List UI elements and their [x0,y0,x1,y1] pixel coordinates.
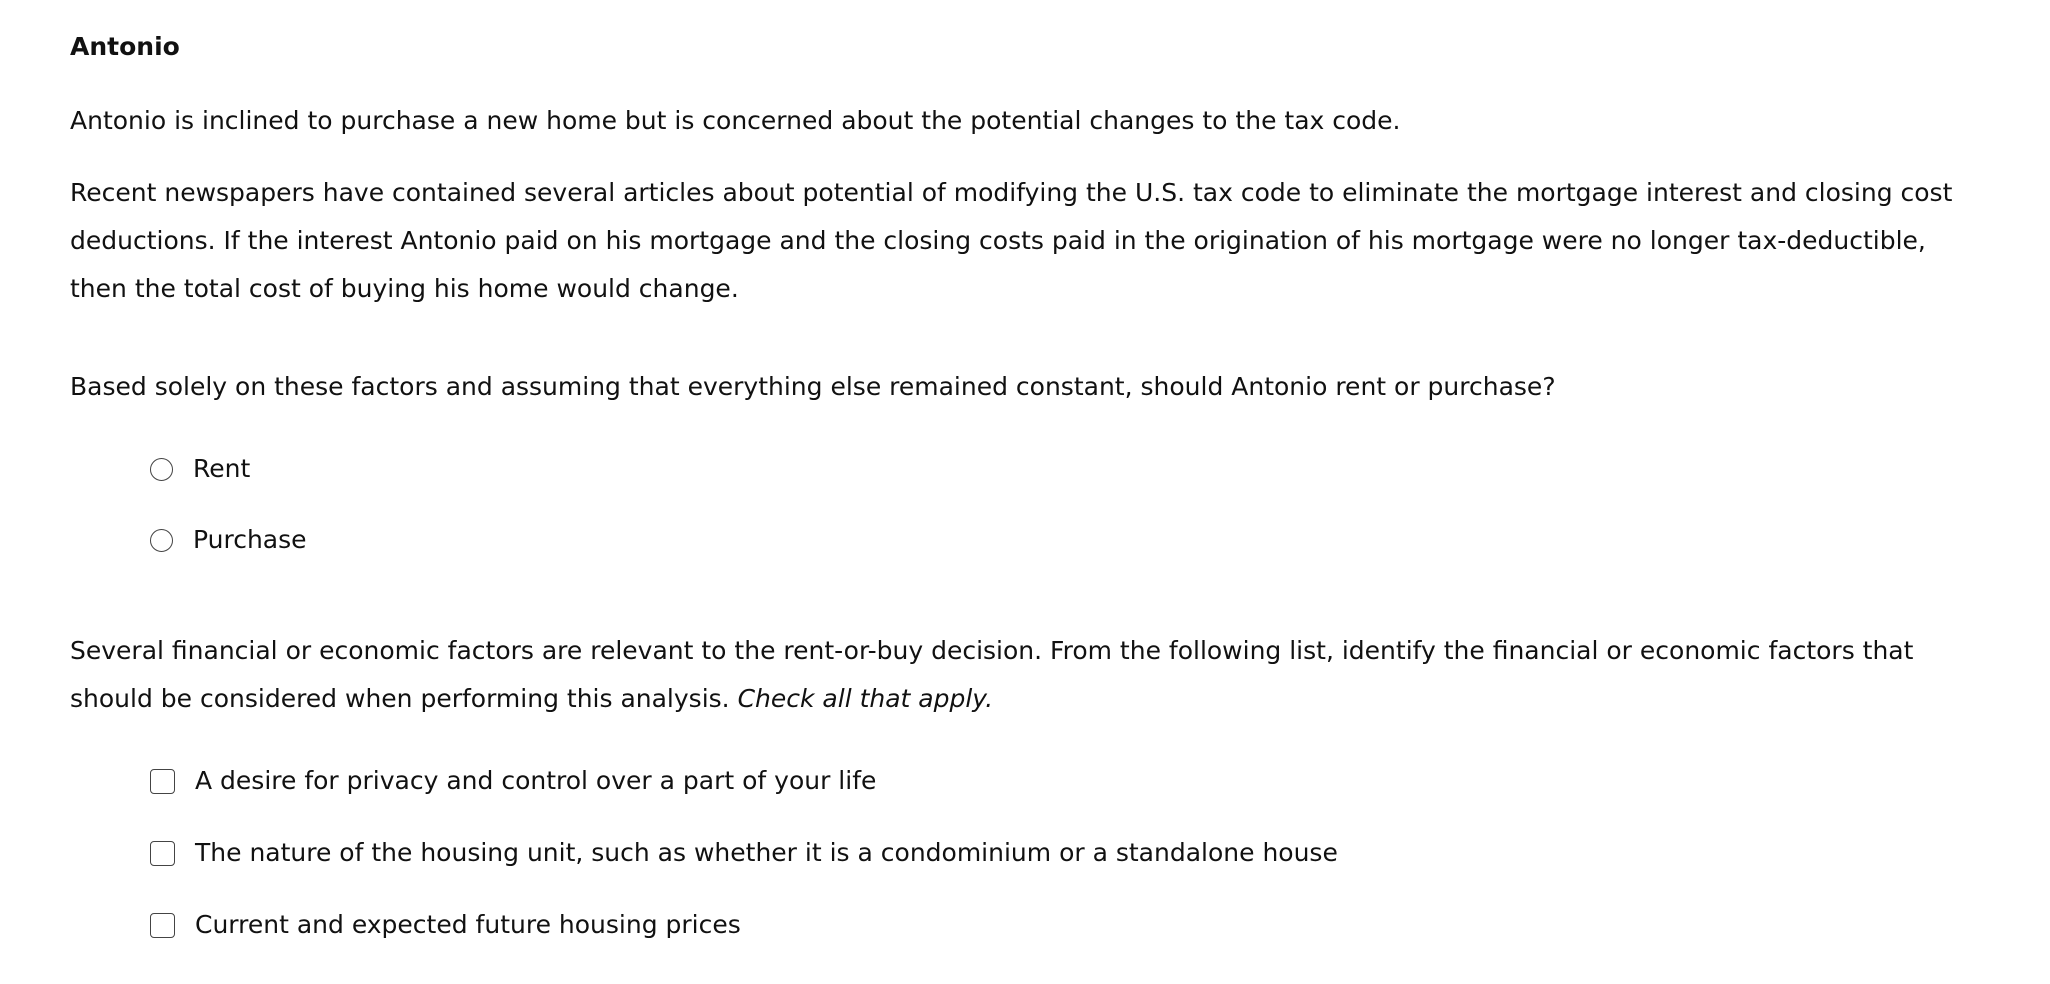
radio-option-purchase[interactable] [150,523,307,557]
radio-button[interactable] [150,529,173,552]
radio-button[interactable] [150,458,173,481]
question2-prompt-text: Several financial or economic factors are relevant to the rent-or-buy decision. From the following list, identify the financial or economic factors that should be considered when performing this analysis. [70,636,1914,713]
checkbox[interactable] [150,769,175,794]
checkbox[interactable] [150,841,175,866]
checkbox-option-housing-unit[interactable] [150,836,1338,870]
radio-option-rent[interactable] [150,452,250,486]
page-title: Antonio [70,32,180,61]
checkbox-label-housing-prices: Current and expected future housing prices [195,910,741,939]
checkbox-label-housing-unit: The nature of the housing unit, such as whether it is a condominium or a standalone house [195,838,1338,867]
checkbox-label-privacy: A desire for privacy and control over a part of your life [195,766,877,795]
question2-instruction: Check all that apply. [737,684,994,713]
radio-label-purchase: Purchase [193,525,307,554]
checkbox[interactable] [150,913,175,938]
radio-label-rent: Rent [193,454,251,483]
checkbox-option-privacy[interactable] [150,764,876,798]
question1-prompt: Based solely on these factors and assuming that everything else remained constant, should Antonio rent or purchase? [70,372,1556,401]
question2-prompt [70,627,1970,723]
intro-text: Antonio is inclined to purchase a new home but is concerned about the potential changes to the tax code. [70,106,1401,135]
context-text: Recent newspapers have contained several articles about potential of modifying the U.S. tax code to eliminate the mortgage interest and closing cost deductions. If the interest Antonio paid on his mortgage and the closing costs paid in the origination of his mortgage were no longer tax-deductible, then the total cost of buying his home would change. [70,178,1953,303]
checkbox-option-housing-prices[interactable] [150,908,741,942]
